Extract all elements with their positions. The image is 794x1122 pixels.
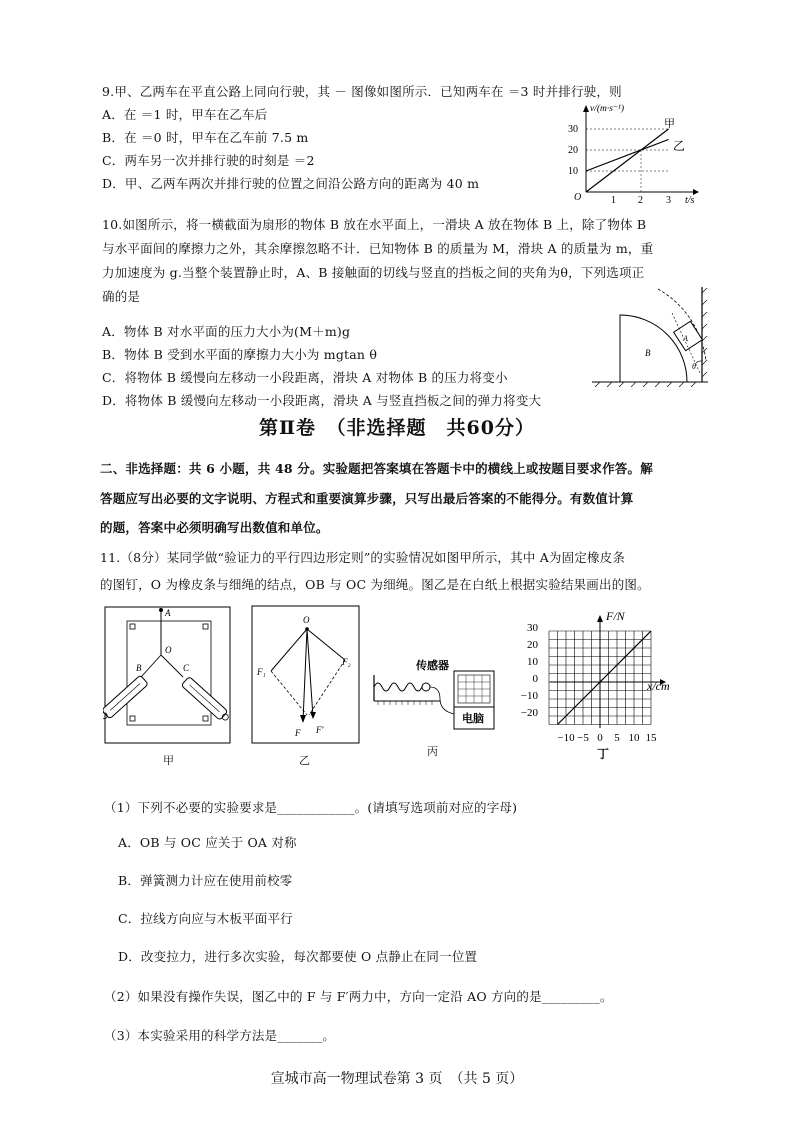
jia-label-o: O — [165, 645, 172, 655]
q9-option-b: B．在 ＝0 时，甲车在乙车前 7.5 m — [102, 130, 309, 145]
yi-f1 — [271, 629, 307, 671]
q9-stem: 9.甲、乙两车在平直公路上同向行驶，其 － 图像如图所示．已知两车在 ＝3 时并排行驶，则 — [102, 84, 622, 99]
ding-ytick-30: 30 — [527, 622, 538, 634]
yi-dash-1 — [271, 671, 307, 715]
q9-xlabel: t/s — [685, 195, 695, 206]
q11-caption-yi: 乙 — [299, 754, 310, 767]
jia-label-c: C — [183, 663, 190, 673]
q11-sub1-option-c: C．拉线方向应与木板平面平行 — [118, 911, 293, 926]
bing-label-sensor: 传感器 — [416, 660, 449, 672]
q11-sub2: （2）如果没有操作失误，图乙中的 F 与 F′两力中，方向一定沿 AO 方向的是_________。 — [104, 989, 613, 1004]
q10-ground-hatch — [595, 382, 696, 387]
section2-intro-line2: 答题应写出必要的文字说明、方程式和重要演算步骤，只写出最后答案的不能得分。有数值计算 — [100, 491, 634, 506]
q9-vt-graph — [560, 100, 700, 210]
section2-intro-line3: 的题，答案中必须明确写出数值和单位。 — [100, 520, 329, 535]
bing-sensor — [422, 683, 430, 691]
ding-ylabel: F/N — [606, 609, 625, 623]
ding-ytick-0: 0 — [532, 673, 538, 685]
yi-dash-2 — [309, 660, 345, 715]
q10-stem-line1: 10.如图所示，将一横截面为扇形的物体 B 放在水平面上，一滑块 A 放在物体 B 上，除了物体 B — [102, 217, 647, 232]
section2-intro-line1: 二、非选择题：共 6 小题，共 48 分。实验题把答案填在答题卡中的横线上或按题目要求作答。解 — [100, 461, 653, 476]
q9-label-jia: 甲 — [664, 118, 675, 130]
ding-ytick-neg10: −10 — [520, 690, 538, 702]
yi-f — [303, 629, 307, 721]
bing-base-hatch — [378, 701, 432, 705]
q10-label-a: A — [683, 334, 688, 343]
ding-ytick-10: 10 — [527, 656, 538, 668]
q9-series-jia — [586, 129, 669, 192]
q9-xtick-3: 3 — [666, 195, 671, 206]
q10-stem-line2: 与水平面间的摩擦力之外，其余摩擦忽略不计．已知物体 B 的质量为 M，滑块 A 的质量为 m，重 — [102, 241, 654, 256]
q11-caption-ding: 丁 — [597, 747, 610, 761]
q10-option-c: C．将物体 B 缓慢向左移动一小段距离，滑块 A 对物体 B 的压力将变小 — [102, 370, 508, 385]
q10-option-d: D．将物体 B 缓慢向左移动一小段距离，滑块 A 与竖直挡板之间的弹力将变大 — [102, 393, 542, 408]
jia-string-ob — [141, 655, 161, 677]
section2-title: 第Ⅱ卷 （非选择题 共60分） — [259, 417, 535, 439]
q11-caption-jia: 甲 — [163, 754, 174, 767]
ding-ytick-neg20: −20 — [520, 707, 538, 719]
jia-label-b: B — [136, 663, 142, 673]
q10-option-a: A．物体 B 对水平面的压力大小为(M＋m)g — [102, 324, 351, 339]
q9-ylabel: v/(m·s⁻¹) — [590, 104, 624, 114]
jia-pin-a — [159, 608, 163, 612]
q9-ytick-10: 10 — [568, 166, 578, 177]
q9-origin: O — [574, 192, 582, 203]
yi-f2 — [307, 629, 345, 660]
jia-label-a: A — [165, 608, 171, 618]
ding-xtick-5: 5 — [614, 732, 620, 744]
yi-f-arrow — [300, 715, 306, 723]
yi-label-fp: F′ — [316, 725, 324, 735]
q9-xtick-2: 2 — [638, 195, 643, 206]
yi-label-f1: F₁ — [257, 667, 266, 677]
q10-theta-arc — [696, 361, 702, 363]
yi-label-f2: F₂ — [342, 657, 351, 667]
q11-fig-yi — [251, 605, 361, 745]
ding-xtick-15: 15 — [645, 732, 657, 744]
ding-xtick-neg10: −10 — [557, 732, 575, 744]
ding-series-line — [558, 631, 652, 725]
ding-xtick-0: 0 — [597, 732, 603, 744]
yi-label-f: F — [295, 728, 301, 738]
q11-fig-bing — [368, 655, 498, 735]
q10-dashed-arc — [658, 289, 706, 361]
jia-paper — [127, 621, 211, 725]
ding-xtick-neg5: −5 — [577, 732, 589, 744]
jia-spring-scale-left — [103, 675, 148, 722]
q9-option-c: C．两车另一次并排行驶的时刻是 ＝2 — [102, 153, 315, 168]
q11-sub1-option-b: B．弹簧测力计应在使用前校零 — [118, 873, 293, 888]
q11-sub3: （3）本实验采用的科学方法是_______。 — [104, 1028, 336, 1043]
ding-y-arrow — [597, 615, 603, 622]
q10-figure — [590, 283, 720, 388]
q11-fig-ding — [520, 608, 690, 748]
jia-pins — [130, 624, 208, 721]
q10-label-theta: θ — [692, 362, 696, 371]
yi-fp-arrow — [310, 712, 316, 719]
ding-xlabel: x/cm — [647, 679, 670, 693]
page-footer: 宣城市高一物理试卷第 3 页 （共 5 页） — [270, 1071, 524, 1087]
q9-xtick-1: 1 — [611, 195, 616, 206]
q11-sub1-option-a: A．OB 与 OC 应关于 OA 对称 — [118, 835, 297, 850]
q10-label-b: B — [645, 348, 651, 358]
q11-caption-bing: 丙 — [427, 745, 438, 758]
q10-block-a — [674, 321, 703, 350]
bing-label-computer: 电脑 — [462, 713, 484, 725]
bing-spring — [374, 683, 422, 691]
jia-spring-scale-right — [181, 676, 231, 723]
q9-option-a: A．在 ＝1 时，甲车在乙车后 — [102, 107, 268, 122]
q11-sub1: （1）下列不必要的实验要求是____________。(请填写选项前对应的字母) — [104, 800, 518, 815]
q10-option-b: B．物体 B 受到水平面的摩擦力大小为 mgtan θ — [102, 347, 378, 362]
q11-stem-line1: 11.（8分）某同学做“验证力的平行四边形定则”的实验情况如图甲所示，其中 A为固定橡皮条 — [100, 550, 626, 565]
q9-series-yi — [586, 140, 669, 172]
ding-xtick-10: 10 — [628, 732, 640, 744]
ding-ytick-20: 20 — [527, 639, 538, 651]
jia-string-oc — [161, 655, 183, 677]
q11-stem-line2: 的图钉，O 为橡皮条与细绳的结点，OB 与 OC 为细绳。图乙是在白纸上根据实验结果画出的图。 — [100, 577, 650, 592]
q10-block-b-sector — [620, 315, 687, 382]
q10-stem-line3: 力加速度为 g.当整个装置静止时，A、B 接触面的切线与竖直的挡板之间的夹角为θ，下列选项正 — [102, 265, 645, 280]
q11-fig-jia — [103, 605, 233, 745]
q10-stem-line4: 确的是 — [102, 289, 141, 304]
q9-option-d: D．甲、乙两车两次并排行驶的位置之间沿公路方向的距离为 40 m — [102, 176, 480, 191]
q9-ytick-30: 30 — [568, 124, 578, 135]
q11-sub1-option-d: D．改变拉力，进行多次实验，每次都要使 O 点静止在同一位置 — [118, 949, 478, 964]
q9-label-yi: 乙 — [673, 139, 686, 153]
yi-label-o: O — [303, 615, 310, 625]
q10-wall-hatch — [702, 288, 707, 377]
yi-fp — [307, 629, 313, 717]
q9-y-arrow — [583, 105, 589, 112]
q9-ytick-20: 20 — [568, 145, 578, 156]
